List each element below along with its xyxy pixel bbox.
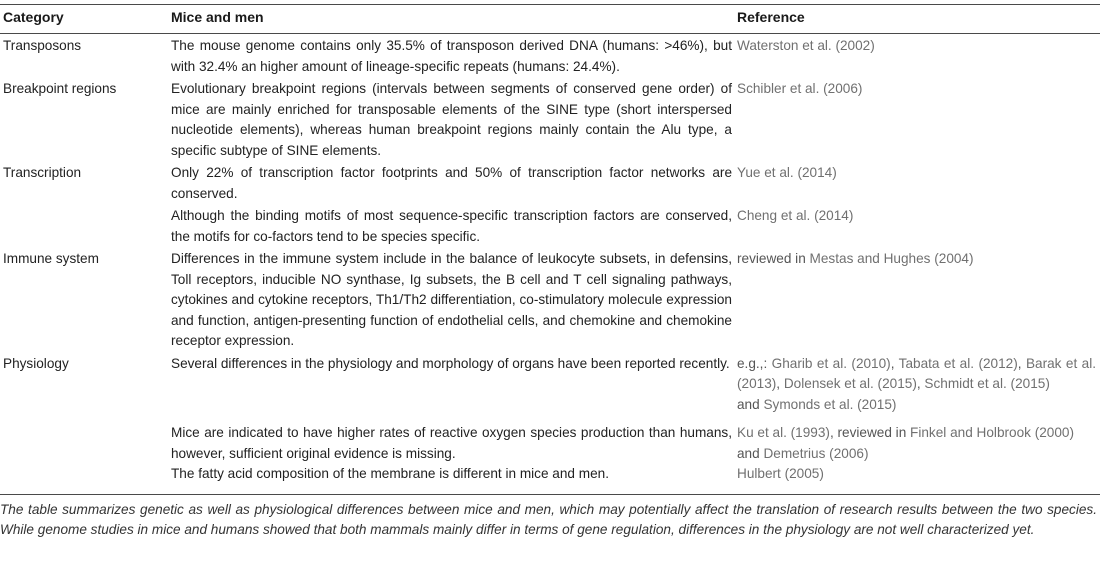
reference-separator: , — [890, 355, 899, 371]
category-cell: Transposons — [3, 38, 82, 53]
reference-separator: , — [1017, 355, 1026, 371]
reference-link[interactable]: Yue et al. (2014) — [737, 165, 837, 180]
table-row — [0, 77, 1100, 161]
reference-cell — [734, 77, 1100, 161]
reference-link[interactable]: Symonds et al. (2015) — [763, 396, 897, 412]
reference-link[interactable]: Hulbert (2005) — [737, 466, 824, 481]
category-cell — [0, 464, 168, 487]
category-cell: Transcription — [3, 165, 82, 180]
reference-link[interactable]: Schibler et al. (2006) — [737, 81, 863, 96]
mice-cell: Differences in the immune system include in the balance of leukocyte subsets, in defensins, Toll receptors, inducible NO synthase, Ig subsets, the B cell and T cell signaling pathways, cytokines and cytokine receptors, Th1/Th2 differentiation, co-stimulatory molecule expression and function, antigen-presenting function of endothelial cells, and chemokine and chemokine receptor expression. — [171, 251, 732, 348]
table-caption: The table summarizes genetic as well as physiological differences between mice and men, which may potentially affect the translation of research results between the two species. While genome studies in mice and humans showed that both mammals mainly differ in terms of gene regulation, differences in the physiology are not well characterized yet. — [0, 502, 1097, 537]
reference-text: , reviewed in — [829, 425, 911, 440]
table-row — [0, 34, 1100, 78]
reference-prefix: reviewed in — [737, 251, 810, 266]
mice-cell: The fatty acid composition of the membrane is different in mice and men. — [171, 466, 609, 481]
mice-cell: Several differences in the physiology and morphology of organs have been reported recently. — [171, 355, 730, 371]
table-header-row — [0, 5, 1100, 34]
reference-conjunction: and — [737, 396, 764, 412]
reference-cell — [734, 415, 1100, 464]
category-cell: Physiology — [3, 355, 69, 371]
table-row — [0, 352, 1100, 416]
reference-cell — [734, 352, 1100, 416]
mice-cell: The mouse genome contains only 35.5% of transposon derived DNA (humans: >46%), but with 32.4% an higher amount of lineage-specific repeats (humans: 24.4%). — [171, 38, 732, 74]
mice-cell: Evolutionary breakpoint regions (intervals between segments of conserved gene order) of mice are mainly enriched for transposable elements of the SINE type (short interspersed nucleotide elements), whereas human breakpoint regions mainly contain the Alu type, a specific subtype of SINE elements. — [171, 81, 732, 158]
comparison-table — [0, 4, 1100, 487]
table-row — [0, 161, 1100, 204]
mice-cell: Although the binding motifs of most sequence-specific transcription factors are conserved, the motifs for co-factors tend to be species specific. — [171, 208, 732, 244]
table-row — [0, 464, 1100, 487]
reference-link[interactable]: Dolensek et al. (2015) — [783, 376, 917, 391]
category-cell — [0, 204, 168, 247]
reference-link[interactable]: Schmidt et al. (2015) — [924, 376, 1050, 391]
reference-cell — [734, 161, 1100, 204]
reference-link[interactable]: Tabata et al. (2012) — [898, 355, 1018, 371]
reference-link[interactable]: Ku et al. (1993) — [737, 425, 830, 440]
reference-cell — [734, 34, 1100, 78]
table-row — [0, 247, 1100, 352]
header-category: Category — [0, 5, 168, 34]
reference-link[interactable]: Cheng et al. (2014) — [737, 208, 854, 223]
header-reference: Reference — [734, 5, 1100, 34]
reference-separator: , — [916, 376, 925, 391]
reference-link[interactable]: Gharib et al. (2010) — [771, 355, 891, 371]
table-row — [0, 204, 1100, 247]
category-cell: Immune system — [3, 251, 99, 266]
reference-cell — [734, 204, 1100, 247]
category-cell: Breakpoint regions — [3, 81, 117, 96]
reference-link[interactable]: Finkel and Holbrook (2000) — [910, 425, 1075, 440]
reference-conjunction: and — [737, 445, 764, 461]
header-mice-and-men: Mice and men — [168, 5, 734, 34]
reference-cell — [734, 464, 1100, 487]
reference-cell — [734, 247, 1100, 352]
reference-separator: , — [776, 376, 784, 391]
category-cell — [0, 415, 168, 464]
table-bottom-rule — [0, 494, 1100, 495]
table-row — [0, 415, 1100, 464]
mice-cell: Mice are indicated to have higher rates of reactive oxygen species production than humans, however, sufficient original evidence is missing. — [171, 425, 732, 461]
mice-cell: Only 22% of transcription factor footprints and 50% of transcription factor networks are conserved. — [171, 165, 732, 201]
reference-link[interactable]: Waterston et al. (2002) — [737, 38, 875, 53]
reference-link[interactable]: Mestas and Hughes (2004) — [809, 251, 974, 266]
reference-link[interactable]: Barak et al. (2013) — [737, 355, 1096, 391]
reference-prefix: e.g.,: — [737, 355, 772, 371]
reference-link[interactable]: Demetrius (2006) — [763, 445, 869, 461]
